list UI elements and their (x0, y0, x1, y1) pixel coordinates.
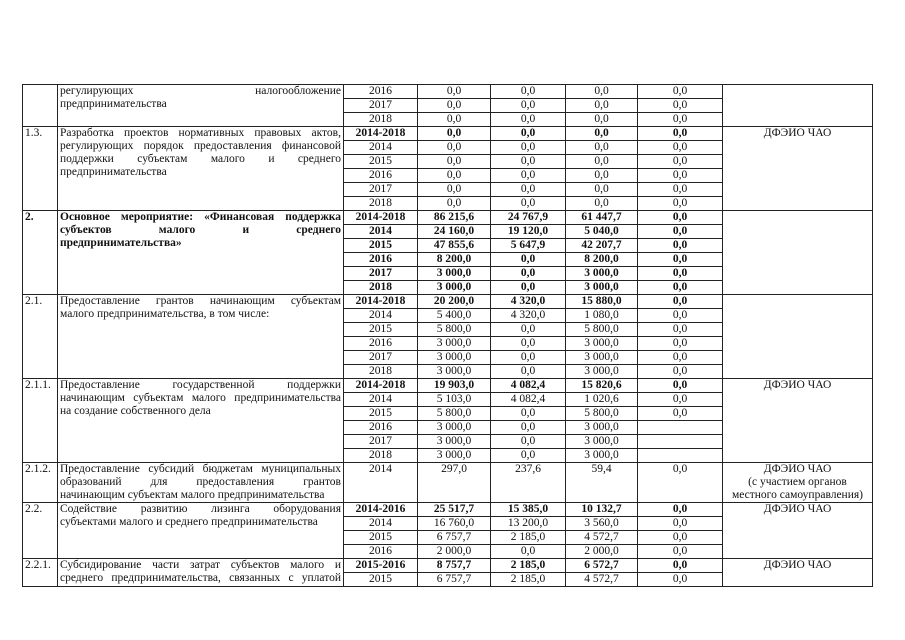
value-cell: 6 757,7 (418, 531, 491, 545)
year-cell: 2016 (344, 253, 418, 267)
value-cell: 0,0 (638, 267, 723, 281)
value-cell: 3 000,0 (566, 267, 638, 281)
value-cell: 0,0 (566, 155, 638, 169)
value-cell: 0,0 (638, 309, 723, 323)
value-cell: 42 207,7 (566, 239, 638, 253)
value-cell: 0,0 (638, 113, 723, 127)
executor-cell (723, 463, 873, 503)
value-cell: 3 000,0 (418, 337, 491, 351)
year-cell: 2018 (344, 197, 418, 211)
value-cell: 0,0 (638, 85, 723, 99)
value-cell: 0,0 (491, 351, 566, 365)
value-cell: 0,0 (491, 127, 566, 141)
value-cell: 2 185,0 (491, 573, 566, 587)
table-row (23, 559, 873, 573)
description-line: регулирующих порядок предоставления финансовой (60, 140, 341, 152)
description-cell (58, 379, 344, 463)
value-cell: 13 200,0 (491, 517, 566, 531)
description-line: Субсидирование части затрат субъектов малого и (60, 559, 341, 571)
year-cell: 2014-2018 (344, 127, 418, 141)
executor-cell (723, 379, 873, 463)
description-line: начинающим субъектам малого предпринимательства (60, 489, 325, 501)
value-cell: 0,0 (491, 323, 566, 337)
value-cell: 3 000,0 (418, 421, 491, 435)
value-cell: 0,0 (638, 351, 723, 365)
description-line: поддержки субъектам малого и среднего (60, 153, 341, 165)
item-number-cell (23, 379, 58, 463)
value-cell: 0,0 (638, 99, 723, 113)
value-cell: 0,0 (638, 545, 723, 559)
value-cell: 3 000,0 (418, 281, 491, 295)
item-number-cell (23, 127, 58, 211)
year-cell: 2014-2018 (344, 295, 418, 309)
description-line: образований для предоставления грантов (60, 476, 341, 488)
value-cell: 0,0 (638, 559, 723, 573)
value-cell: 3 000,0 (418, 449, 491, 463)
value-cell: 5 800,0 (418, 323, 491, 337)
value-cell: 0,0 (638, 379, 723, 393)
value-cell: 47 855,6 (418, 239, 491, 253)
value-cell (638, 421, 723, 435)
value-cell: 0,0 (418, 169, 491, 183)
executor-line: (с участием органов (748, 476, 847, 488)
value-cell: 0,0 (491, 113, 566, 127)
table-row (23, 463, 873, 503)
value-cell: 2 185,0 (491, 531, 566, 545)
value-cell: 0,0 (566, 141, 638, 155)
value-cell: 297,0 (418, 463, 491, 503)
value-cell: 24 160,0 (418, 225, 491, 239)
item-number-cell (23, 559, 58, 587)
year-cell: 2015 (344, 239, 418, 253)
value-cell: 15 385,0 (491, 503, 566, 517)
year-cell: 2015 (344, 323, 418, 337)
value-cell: 0,0 (638, 253, 723, 267)
value-cell: 0,0 (491, 99, 566, 113)
value-cell: 4 572,7 (566, 531, 638, 545)
value-cell: 0,0 (638, 323, 723, 337)
value-cell: 0,0 (491, 197, 566, 211)
value-cell: 61 447,7 (566, 211, 638, 225)
value-cell: 0,0 (638, 197, 723, 211)
value-cell: 19 903,0 (418, 379, 491, 393)
executor-line: ДФЭИО ЧАО (763, 503, 832, 515)
value-cell: 3 000,0 (566, 351, 638, 365)
year-cell: 2014 (344, 517, 418, 531)
value-cell: 5 800,0 (418, 407, 491, 421)
value-cell (638, 449, 723, 463)
description-line: Содействие развитию лизинга оборудования (60, 503, 341, 515)
description-cell (58, 211, 344, 295)
value-cell: 0,0 (418, 197, 491, 211)
description-cell (58, 463, 344, 503)
value-cell: 4 320,0 (491, 295, 566, 309)
year-cell: 2014 (344, 309, 418, 323)
description-line: предпринимательства (60, 166, 167, 178)
value-cell: 0,0 (491, 169, 566, 183)
description-line: Разработка проектов нормативных правовых актов, (60, 127, 341, 139)
value-cell: 4 082,4 (491, 393, 566, 407)
item-number: 2. (25, 211, 34, 223)
description-line: Предоставление грантов начинающим субъектам (60, 295, 341, 307)
value-cell: 16 760,0 (418, 517, 491, 531)
year-cell: 2016 (344, 85, 418, 99)
item-number: 2.2. (25, 503, 43, 515)
description-cell (58, 503, 344, 559)
description-cell (58, 559, 344, 587)
value-cell: 5 040,0 (566, 225, 638, 239)
value-cell: 15 820,6 (566, 379, 638, 393)
value-cell: 5 647,9 (491, 239, 566, 253)
value-cell: 0,0 (566, 169, 638, 183)
description-line: среднего предпринимательства, связанных с уплатой (60, 572, 341, 584)
description-line: субъектами малого и среднего предпринимательства (60, 516, 318, 528)
value-cell: 0,0 (491, 421, 566, 435)
table-row (23, 85, 873, 99)
year-cell: 2018 (344, 281, 418, 295)
description-line: субъектов малого и среднего (60, 224, 341, 236)
value-cell: 0,0 (418, 155, 491, 169)
value-cell: 0,0 (491, 545, 566, 559)
value-cell: 3 000,0 (418, 365, 491, 379)
executor-cell (723, 211, 873, 295)
value-cell: 0,0 (491, 155, 566, 169)
value-cell: 0,0 (638, 141, 723, 155)
description-line: начинающим субъектам малого предпринимательства (60, 392, 341, 404)
year-cell: 2015 (344, 531, 418, 545)
value-cell: 86 215,6 (418, 211, 491, 225)
table-row (23, 127, 873, 141)
value-cell: 3 000,0 (418, 351, 491, 365)
value-cell: 4 320,0 (491, 309, 566, 323)
description-cell (58, 295, 344, 379)
description-line: на создание собственного дела (60, 405, 211, 417)
year-cell: 2017 (344, 267, 418, 281)
value-cell: 0,0 (566, 127, 638, 141)
value-cell: 0,0 (491, 141, 566, 155)
description-line: предпринимательства» (60, 237, 182, 249)
year-cell: 2014 (344, 225, 418, 239)
year-cell: 2018 (344, 365, 418, 379)
executor-cell (723, 559, 873, 587)
description-line: регулирующих налогообложение (60, 85, 341, 97)
executor-cell (723, 85, 873, 127)
value-cell: 8 200,0 (418, 253, 491, 267)
value-cell: 5 800,0 (566, 407, 638, 421)
value-cell: 0,0 (491, 281, 566, 295)
value-cell: 3 560,0 (566, 517, 638, 531)
program-table (22, 84, 873, 587)
value-cell: 3 000,0 (418, 267, 491, 281)
value-cell: 3 000,0 (566, 421, 638, 435)
value-cell: 0,0 (638, 503, 723, 517)
value-cell: 1 020,6 (566, 393, 638, 407)
value-cell: 2 185,0 (491, 559, 566, 573)
item-number-cell (23, 295, 58, 379)
value-cell: 0,0 (418, 99, 491, 113)
item-number-cell (23, 463, 58, 503)
value-cell: 4 572,7 (566, 573, 638, 587)
value-cell: 0,0 (566, 113, 638, 127)
executor-line: ДФЭИО ЧАО (763, 127, 832, 139)
table-row (23, 503, 873, 517)
value-cell: 3 000,0 (566, 435, 638, 449)
value-cell: 0,0 (491, 407, 566, 421)
table-row (23, 211, 873, 225)
value-cell: 0,0 (638, 407, 723, 421)
table-row (23, 379, 873, 393)
year-cell: 2014 (344, 141, 418, 155)
executor-cell (723, 127, 873, 211)
value-cell: 0,0 (638, 127, 723, 141)
year-cell: 2017 (344, 435, 418, 449)
value-cell: 6 757,7 (418, 573, 491, 587)
year-cell: 2014 (344, 463, 418, 503)
value-cell: 0,0 (418, 141, 491, 155)
value-cell: 0,0 (418, 113, 491, 127)
description-line: Предоставление государственной поддержки (60, 379, 341, 391)
value-cell: 0,0 (638, 295, 723, 309)
value-cell: 8 200,0 (566, 253, 638, 267)
executor-line: ДФЭИО ЧАО (763, 559, 832, 571)
description-cell (58, 85, 344, 127)
value-cell: 0,0 (638, 155, 723, 169)
value-cell: 25 517,7 (418, 503, 491, 517)
description-line: Основное мероприятие: «Финансовая поддержка (60, 211, 341, 223)
table-body (23, 85, 873, 587)
value-cell: 0,0 (638, 211, 723, 225)
value-cell: 0,0 (491, 85, 566, 99)
value-cell: 6 572,7 (566, 559, 638, 573)
value-cell: 5 400,0 (418, 309, 491, 323)
value-cell: 0,0 (638, 169, 723, 183)
year-cell: 2015 (344, 407, 418, 421)
value-cell: 3 000,0 (566, 365, 638, 379)
table-row (23, 295, 873, 309)
year-cell: 2015 (344, 155, 418, 169)
value-cell: 0,0 (418, 183, 491, 197)
value-cell: 0,0 (638, 365, 723, 379)
value-cell: 0,0 (418, 85, 491, 99)
value-cell: 0,0 (491, 365, 566, 379)
value-cell: 0,0 (638, 573, 723, 587)
year-cell: 2016 (344, 421, 418, 435)
year-cell: 2018 (344, 113, 418, 127)
value-cell: 3 000,0 (566, 449, 638, 463)
value-cell: 0,0 (491, 449, 566, 463)
value-cell: 15 880,0 (566, 295, 638, 309)
value-cell: 1 080,0 (566, 309, 638, 323)
executor-cell (723, 503, 873, 559)
value-cell: 0,0 (638, 531, 723, 545)
value-cell: 0,0 (638, 337, 723, 351)
value-cell: 0,0 (566, 99, 638, 113)
value-cell: 0,0 (491, 267, 566, 281)
item-number-cell (23, 211, 58, 295)
value-cell: 0,0 (566, 197, 638, 211)
item-number: 2.1.1. (25, 379, 51, 391)
year-cell: 2014-2018 (344, 211, 418, 225)
value-cell: 2 000,0 (418, 545, 491, 559)
value-cell: 5 800,0 (566, 323, 638, 337)
value-cell: 0,0 (491, 435, 566, 449)
value-cell: 19 120,0 (491, 225, 566, 239)
description-cell (58, 127, 344, 211)
value-cell: 10 132,7 (566, 503, 638, 517)
description-line: предпринимательства (60, 98, 167, 110)
year-cell: 2014-2016 (344, 503, 418, 517)
value-cell: 3 000,0 (418, 435, 491, 449)
year-cell: 2017 (344, 183, 418, 197)
executor-line: местного самоуправления) (731, 489, 863, 501)
value-cell: 0,0 (638, 463, 723, 503)
value-cell: 0,0 (491, 337, 566, 351)
year-cell: 2016 (344, 169, 418, 183)
description-line: Предоставление субсидий бюджетам муниципальных (60, 463, 341, 475)
value-cell: 59,4 (566, 463, 638, 503)
value-cell: 0,0 (418, 127, 491, 141)
executor-line: ДФЭИО ЧАО (763, 379, 832, 391)
value-cell: 20 200,0 (418, 295, 491, 309)
value-cell: 0,0 (491, 253, 566, 267)
value-cell: 3 000,0 (566, 281, 638, 295)
value-cell: 5 103,0 (418, 393, 491, 407)
year-cell: 2018 (344, 449, 418, 463)
item-number: 2.2.1. (25, 559, 51, 571)
value-cell (638, 435, 723, 449)
value-cell: 0,0 (638, 517, 723, 531)
value-cell: 24 767,9 (491, 211, 566, 225)
year-cell: 2017 (344, 99, 418, 113)
value-cell: 0,0 (638, 183, 723, 197)
executor-cell (723, 295, 873, 379)
year-cell: 2017 (344, 351, 418, 365)
value-cell: 0,0 (491, 183, 566, 197)
year-cell: 2016 (344, 545, 418, 559)
value-cell: 0,0 (638, 225, 723, 239)
value-cell: 0,0 (566, 183, 638, 197)
item-number-cell (23, 503, 58, 559)
year-cell: 2014 (344, 393, 418, 407)
value-cell: 0,0 (566, 85, 638, 99)
value-cell: 3 000,0 (566, 337, 638, 351)
year-cell: 2014-2018 (344, 379, 418, 393)
item-number: 2.1. (25, 295, 43, 307)
value-cell: 237,6 (491, 463, 566, 503)
year-cell: 2015-2016 (344, 559, 418, 573)
value-cell: 2 000,0 (566, 545, 638, 559)
year-cell: 2015 (344, 573, 418, 587)
value-cell: 0,0 (638, 281, 723, 295)
description-line: малого предпринимательства, в том числе: (60, 308, 270, 320)
value-cell: 8 757,7 (418, 559, 491, 573)
value-cell: 0,0 (638, 239, 723, 253)
item-number-cell (23, 85, 58, 127)
value-cell: 4 082,4 (491, 379, 566, 393)
year-cell: 2016 (344, 337, 418, 351)
item-number: 1.3. (25, 127, 43, 139)
value-cell: 0,0 (638, 393, 723, 407)
item-number: 2.1.2. (25, 463, 51, 475)
executor-line: ДФЭИО ЧАО (763, 463, 832, 475)
